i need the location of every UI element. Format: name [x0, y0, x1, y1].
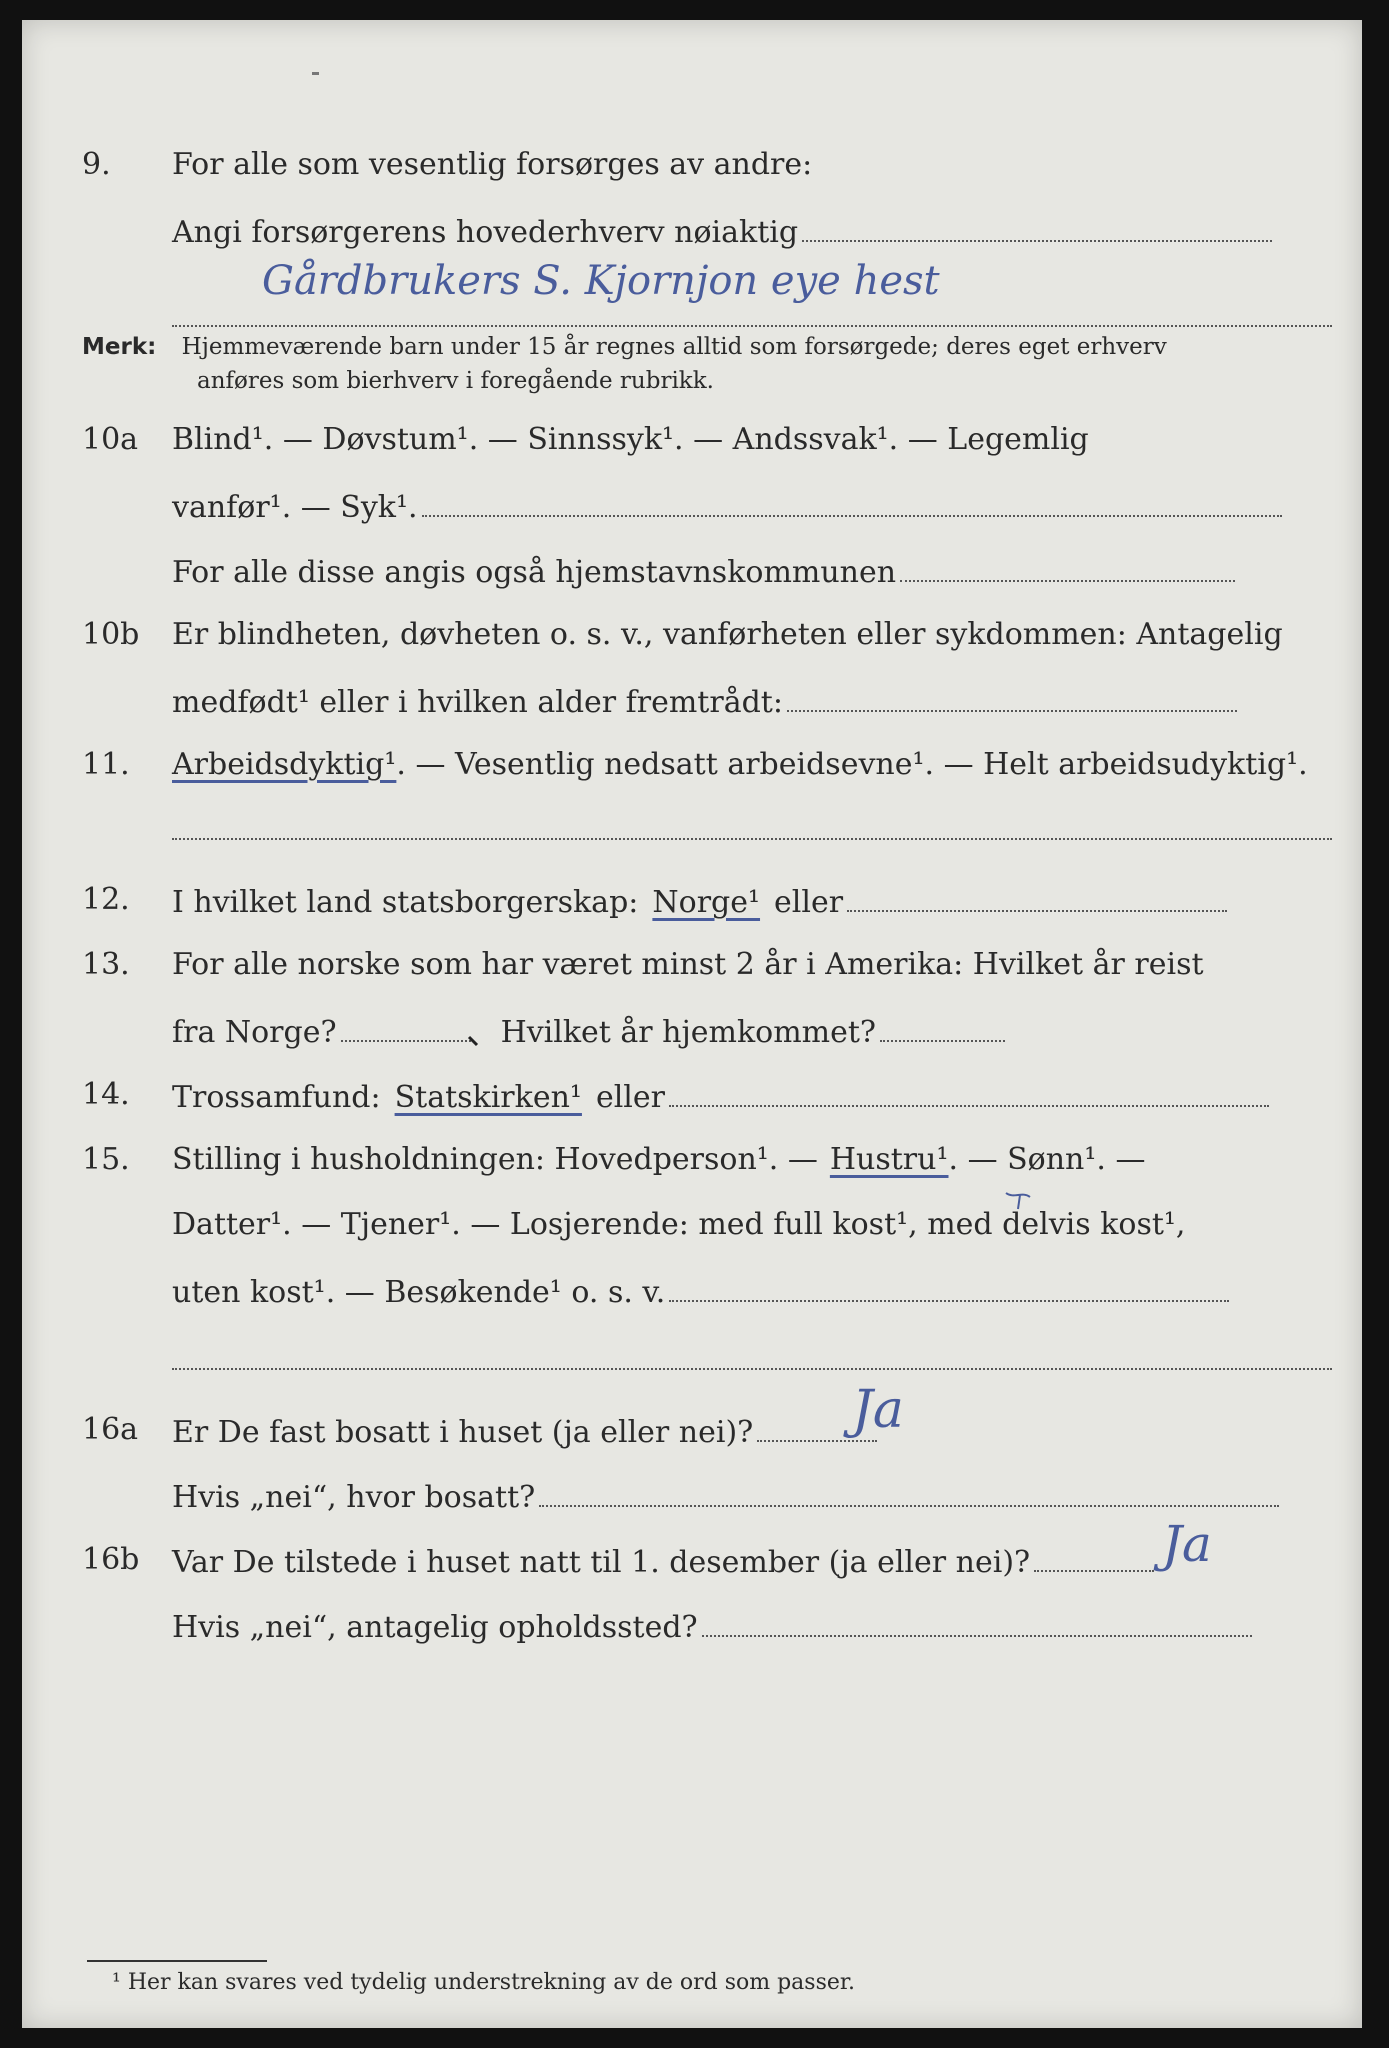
census-form-page: [22, 20, 1362, 2028]
q15-number: 15.: [82, 1142, 130, 1177]
q10b-prompt: medfødt¹ eller i hvilken alder fremtrådt:: [172, 685, 783, 720]
q14-answer-line[interactable]: [669, 1075, 1269, 1107]
q10b-line2: [22, 680, 1362, 720]
q12-question: I hvilket land statsborgerskap:: [172, 885, 639, 920]
merk-note: [82, 330, 1167, 364]
q16b-handwritten-answer: Ja: [1162, 1515, 1212, 1573]
q9-line2: [22, 210, 1362, 250]
q14-selected-option: Statskirken¹: [394, 1080, 582, 1115]
q13-line1: [22, 945, 1362, 985]
q13-number: 13.: [82, 947, 130, 982]
q14-line: [22, 1075, 1362, 1115]
q16a-line1: [22, 1410, 1362, 1450]
pen-annotation-mark: [1002, 1185, 1042, 1215]
q9-handwritten-answer: Gårdbrukers S. Kjornjon eye hest: [262, 258, 940, 304]
merk-line2: anføres som bierhverv i foregående rubrikk.: [197, 368, 714, 394]
footnote: ¹ Her kan svares ved tydelig understrekning av de ord som passer.: [112, 1970, 855, 1995]
q10b-answer-line[interactable]: [787, 680, 1237, 712]
q13-question: For alle norske som har været minst 2 år i Amerika: Hvilket år reist: [172, 947, 1204, 982]
q9-prompt: Angi forsørgerens hovederhverv nøiaktig: [172, 215, 799, 250]
q16b-question: Var De tilstede i huset natt til 1. desember (ja eller nei)?: [172, 1545, 1031, 1580]
q10a-options: Blind¹. — Døvstum¹. — Sinnssyk¹. — Andssvak¹. — Legemlig: [172, 422, 1089, 457]
q15-answer-dots: [172, 1368, 1332, 1370]
q15-line2: [22, 1205, 1362, 1245]
q16b-where-line[interactable]: [702, 1605, 1252, 1637]
q14-number: 14.: [82, 1077, 130, 1112]
q9-line1: [22, 145, 1362, 185]
q10a-number: 10a: [82, 422, 139, 457]
q11-number: 11.: [82, 747, 130, 782]
q15-line3: [22, 1270, 1362, 1310]
q16a-line2: [22, 1475, 1362, 1515]
merk-line1: Hjemmeværende barn under 15 år regnes alltid som forsørgede; deres eget erhverv: [181, 334, 1167, 360]
footnote-rule: [87, 1960, 267, 1962]
q13-departed-line[interactable]: [341, 1010, 471, 1042]
q13-departed-prompt: fra Norge?: [172, 1015, 337, 1050]
q9-answer-line[interactable]: [802, 210, 1272, 242]
q9-answer-dots: [172, 325, 1332, 327]
q10a-hometown-line[interactable]: [900, 550, 1235, 582]
q11-options: . — Vesentlig nedsatt arbeidsevne¹. — Helt arbeidsudyktig¹.: [396, 747, 1308, 782]
stray-mark: [312, 72, 319, 75]
q11-answer-dots: [172, 838, 1332, 840]
q10a-line1: [22, 420, 1362, 460]
merk-label: Merk:: [82, 334, 157, 360]
q15-question: Stilling i husholdningen: Hovedperson¹. —: [172, 1142, 818, 1177]
q11-selected-option: Arbeidsdyktig¹: [172, 747, 397, 782]
q16a-number: 16a: [82, 1412, 139, 1447]
q10a-line3: [22, 550, 1362, 590]
q16b-line2: [22, 1605, 1362, 1645]
q12-answer-line[interactable]: [847, 880, 1227, 912]
q9-question: For alle som vesentlig forsørges av andre:: [172, 147, 813, 182]
q10a-options-cont: vanfør¹. — Syk¹.: [172, 490, 418, 525]
q11-line: [22, 745, 1362, 785]
q16a-prompt: Hvis „nei“, hvor bosatt?: [172, 1480, 536, 1515]
q15-options-cont: . — Sønn¹. —: [948, 1142, 1146, 1177]
q10b-line1: [22, 615, 1362, 655]
q12-line: [22, 880, 1362, 920]
q12-number: 12.: [82, 882, 130, 917]
q14-or: eller: [595, 1080, 665, 1115]
q16b-line1: [22, 1540, 1362, 1580]
q16a-handwritten-answer: Ja: [852, 1380, 904, 1440]
q12-or: eller: [774, 885, 844, 920]
q15-answer-line[interactable]: [669, 1270, 1229, 1302]
pen-tick-mark: [467, 1035, 481, 1049]
q12-selected-option: Norge¹: [652, 885, 761, 920]
q15-options-line2: Datter¹. — Tjener¹. — Losjerende: med full kost¹, med delvis kost¹,: [172, 1207, 1186, 1242]
q13-line2: [22, 1010, 1362, 1050]
q16a-where-line[interactable]: [539, 1475, 1279, 1507]
q15-options-line3: uten kost¹. — Besøkende¹ o. s. v.: [172, 1275, 666, 1310]
q16b-prompt: Hvis „nei“, antagelig opholdssted?: [172, 1610, 698, 1645]
q10a-hometown-prompt: For alle disse angis også hjemstavnskommunen: [172, 555, 897, 590]
q15-selected-option: Hustru¹: [829, 1142, 949, 1177]
q10a-answer-line[interactable]: [422, 485, 1282, 517]
q9-number: 9.: [82, 147, 111, 182]
q13-returned-line[interactable]: [880, 1010, 1005, 1042]
q16b-answer-line[interactable]: [1034, 1540, 1154, 1572]
q14-question: Trossamfund:: [172, 1080, 381, 1115]
q10b-number: 10b: [82, 617, 140, 652]
q15-line1: [22, 1140, 1362, 1180]
q13-returned-prompt: Hvilket år hjemkommet?: [500, 1015, 877, 1050]
q10b-question: Er blindheten, døvheten o. s. v., vanførheten eller sykdommen: Antagelig: [172, 617, 1283, 652]
q16b-number: 16b: [82, 1542, 140, 1577]
q16a-question: Er De fast bosatt i huset (ja eller nei)?: [172, 1415, 754, 1450]
q10a-line2: [22, 485, 1362, 525]
